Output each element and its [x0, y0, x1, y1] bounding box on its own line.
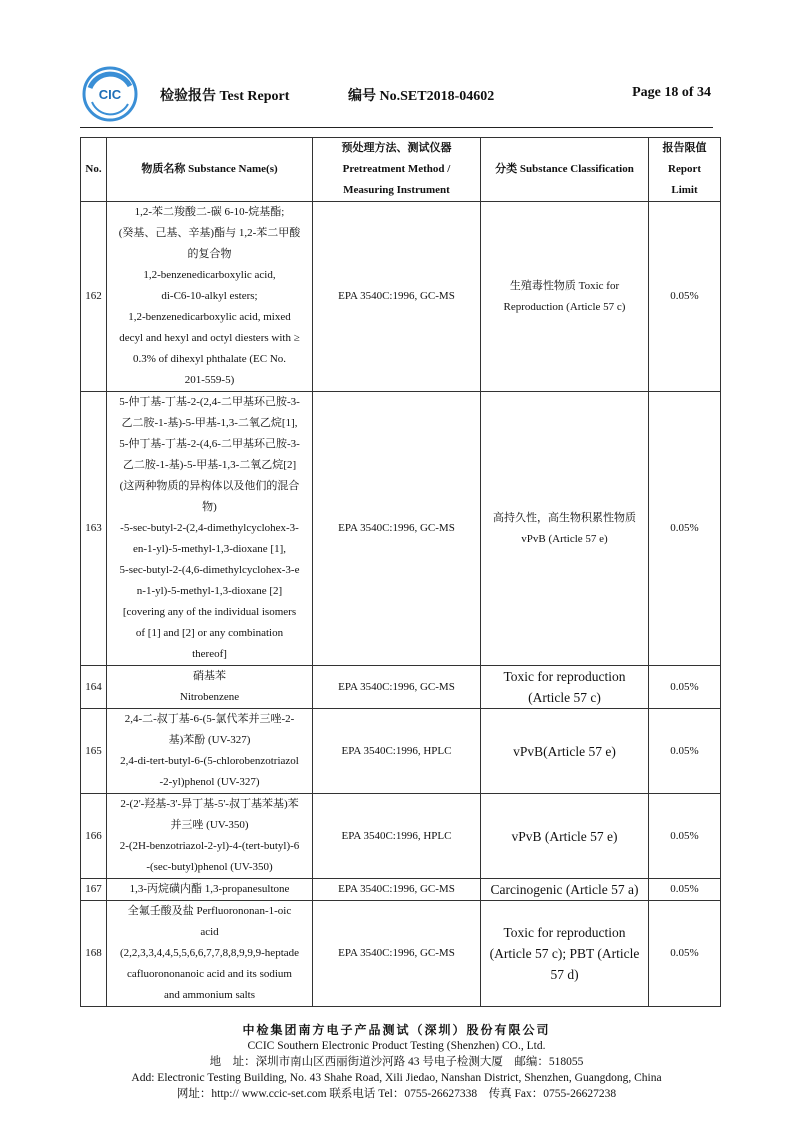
page-indicator: Page 18 of 34	[632, 85, 711, 100]
header-rule	[80, 127, 713, 128]
test-method: EPA 3540C:1996, GC-MS	[313, 901, 481, 1007]
report-limit: 0.05%	[649, 392, 721, 666]
test-method: EPA 3540C:1996, GC-MS	[313, 392, 481, 666]
table-row	[81, 794, 721, 879]
substance-classification: vPvB(Article 57 e)	[481, 709, 649, 794]
report-limit: 0.05%	[649, 666, 721, 709]
substance-name: 1,2-苯二羧酸二-碳 6-10-烷基酯; (癸基、己基、辛基)酯与 1,2-苯二甲酸 的复合物 1,2-benzenedicarboxylic acid, di-C6-10-alkyl esters; 1,2-benzenedicarboxylic acid, mixed decyl and hexyl and octyl diesters with ≥ 0.3% of dihexyl phthalate (EC No. 201-559-5)	[107, 202, 313, 392]
footer-address-en: Add: Electronic Testing Building, No. 43 Shahe Road, Xili Jiedao, Nanshan District, Shenzhen, Guangdong, China	[131, 1072, 662, 1084]
header-substance: 物质名称 Substance Name(s)	[107, 138, 313, 202]
ccic-logo	[82, 66, 138, 122]
footer-address-cn: 地 址：深圳市南山区西丽街道沙河路 43 号电子检测大厦 邮编：518055	[209, 1056, 584, 1068]
table-row	[81, 392, 721, 666]
substance-name: 5-仲丁基-丁基-2-(2,4-二甲基环己胺-3- 乙二胺-1-基)-5-甲基-1,3-二氧乙烷[1], 5-仲丁基-丁基-2-(4,6-二甲基环己胺-3- 乙二胺-1-基)-5-甲基-1,3-二氧乙烷[2] (这两种物质的异构体以及他们的混合 物) -5-sec-butyl-2-(2,4-dimethylcyclohex-3- en-1-yl)-5-methyl-1,3-dioxane [1], 5-sec-butyl-2-(4,6-dimethylcyclohex-3-e n-1-yl)-5-methyl-1,3-dioxane [2] [covering any of the individual isomers of [1] and [2] or any combination thereof]	[107, 392, 313, 666]
table-row	[81, 666, 721, 709]
table-row	[81, 901, 721, 1007]
substance-classification: vPvB (Article 57 e)	[481, 794, 649, 879]
table-header-row	[81, 138, 721, 202]
report-limit: 0.05%	[649, 901, 721, 1007]
substance-table	[80, 137, 721, 1007]
substance-classification: Toxic for reproduction (Article 57 c); PBT (Article 57 d)	[481, 901, 649, 1007]
substance-name: 硝基苯 Nitrobenzene	[107, 666, 313, 709]
table-row	[81, 202, 721, 392]
header-no: No.	[81, 138, 107, 202]
header-classification: 分类 Substance Classification	[481, 138, 649, 202]
test-method: EPA 3540C:1996, HPLC	[313, 709, 481, 794]
table-row	[81, 879, 721, 901]
substance-classification: Toxic for reproduction (Article 57 c)	[481, 666, 649, 709]
test-method: EPA 3540C:1996, GC-MS	[313, 879, 481, 901]
test-method: EPA 3540C:1996, GC-MS	[313, 666, 481, 709]
footer	[0, 1022, 793, 1102]
header-limit: 报告限值 Report Limit	[649, 138, 721, 202]
substance-name: 2-(2'-羟基-3'-异丁基-5'-叔丁基苯基)苯 并三唑 (UV-350) 2-(2H-benzotriazol-2-yl)-4-(tert-butyl)-6 -(sec-butyl)phenol (UV-350)	[107, 794, 313, 879]
footer-contact: 网址：http:// www.ccic-set.com 联系电话 Tel：0755-26627338 传真 Fax：0755-26627238	[176, 1088, 617, 1100]
row-number: 165	[81, 709, 107, 794]
row-number: 166	[81, 794, 107, 879]
footer-company-cn: 中检集团南方电子产品测试（深圳）股份有限公司	[242, 1023, 551, 1037]
report-limit: 0.05%	[649, 202, 721, 392]
svg-text:CIC: CIC	[98, 87, 122, 102]
row-number: 162	[81, 202, 107, 392]
substance-name: 1,3-丙烷磺内酯 1,3-propanesultone	[107, 879, 313, 901]
footer-company-en: CCIC Southern Electronic Product Testing (Shenzhen) CO., Ltd.	[247, 1040, 546, 1052]
report-title: 检验报告 Test Report	[160, 89, 290, 104]
header-method: 预处理方法、测试仪器 Pretreatment Method / Measuring Instrument	[313, 138, 481, 202]
row-number: 164	[81, 666, 107, 709]
test-method: EPA 3540C:1996, GC-MS	[313, 202, 481, 392]
row-number: 167	[81, 879, 107, 901]
row-number: 168	[81, 901, 107, 1007]
substance-classification: Carcinogenic (Article 57 a)	[481, 879, 649, 901]
substance-classification: 高持久性，高生物积累性物质 vPvB (Article 57 e)	[481, 392, 649, 666]
substance-name: 全氟壬酸及盐 Perfluorononan-1-oic acid (2,2,3,3,4,4,5,5,6,6,7,7,8,8,9,9,9-heptade cafluorononanoic acid and its sodium and ammonium salts	[107, 901, 313, 1007]
table-row	[81, 709, 721, 794]
report-limit: 0.05%	[649, 709, 721, 794]
report-limit: 0.05%	[649, 794, 721, 879]
report-limit: 0.05%	[649, 879, 721, 901]
row-number: 163	[81, 392, 107, 666]
substance-classification: 生殖毒性物质 Toxic for Reproduction (Article 57 c)	[481, 202, 649, 392]
test-method: EPA 3540C:1996, HPLC	[313, 794, 481, 879]
substance-name: 2,4-二-叔丁基-6-(5-氯代苯并三唑-2- 基)苯酚 (UV-327) 2,4-di-tert-butyl-6-(5-chlorobenzotriazol -2-yl)phenol (UV-327)	[107, 709, 313, 794]
report-number: 编号 No.SET2018-04602	[348, 89, 495, 104]
